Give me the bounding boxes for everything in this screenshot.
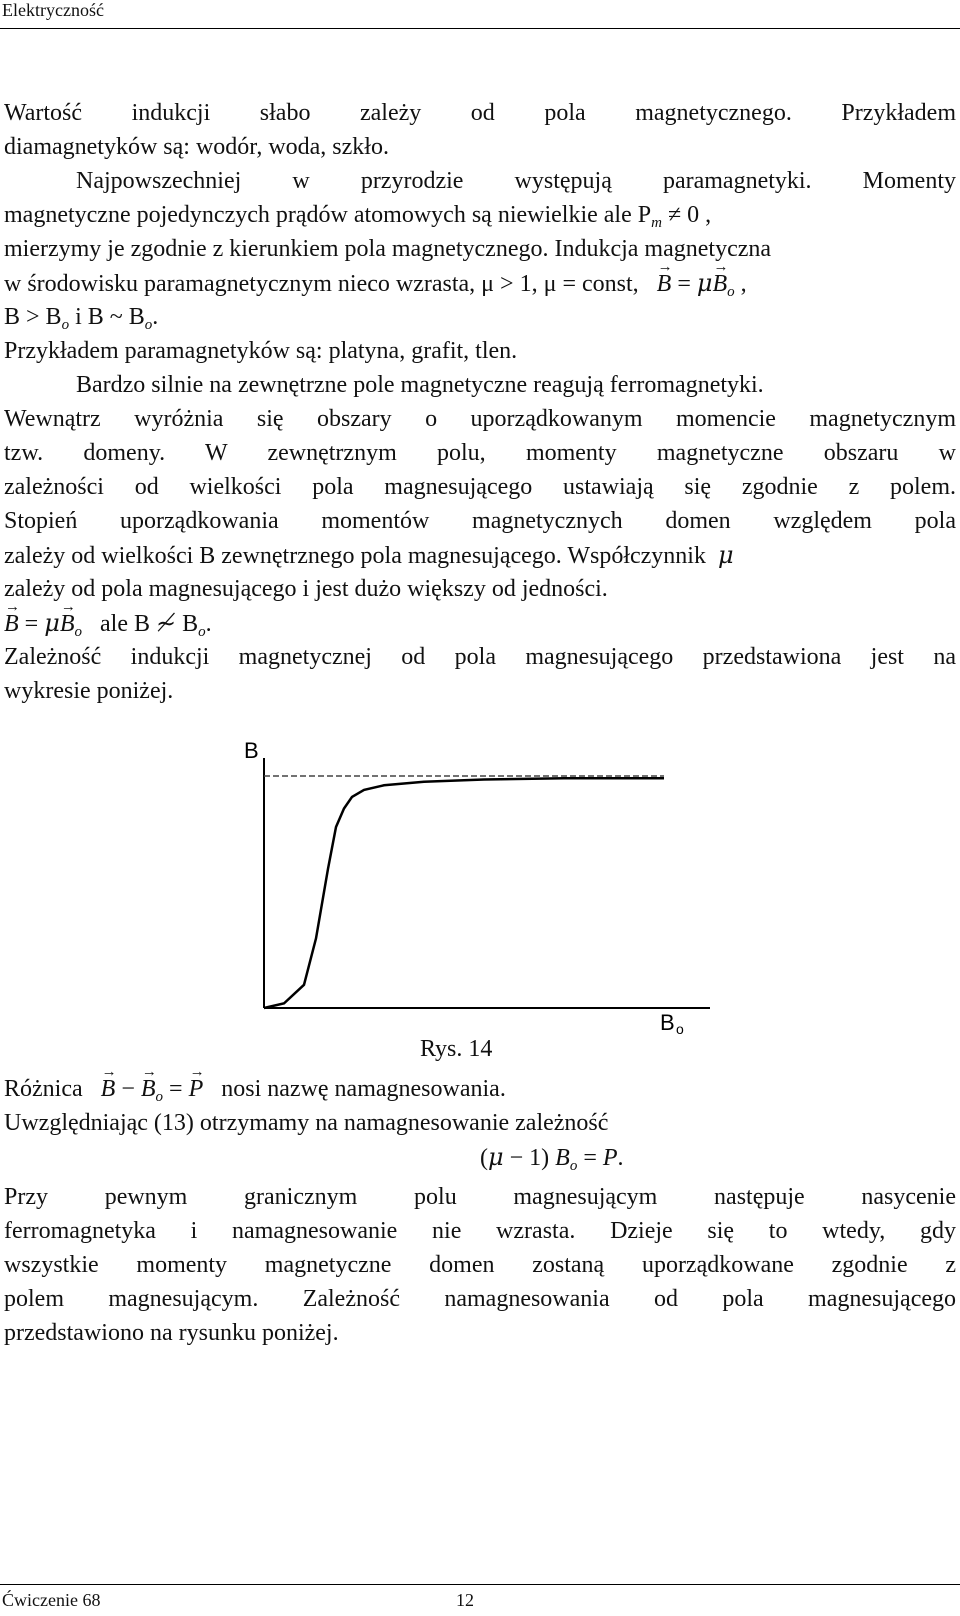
comma: , [740, 271, 747, 297]
text-line: Bardzo silnie na zewnętrzne pole magnetyczne reagują ferromagnetyki. [76, 372, 764, 398]
subscript: o [727, 284, 735, 300]
text-segment: nosi nazwę namagnesowania. [221, 1076, 506, 1102]
text-line: diamagnetyków są: wodór, woda, szkło. [4, 134, 389, 160]
mu-symbol: μ [717, 541, 734, 569]
vector-Bo: → B [60, 607, 75, 641]
subscript: o [61, 317, 70, 333]
text-line [4, 198, 956, 232]
text-line: wszystkie momenty magnetyczne domen zostaną uporządkowane zgodnie z [4, 1252, 956, 1278]
document-body [4, 96, 956, 708]
magnetization-curve [264, 778, 664, 1008]
text-line: Zależność indukcji magnetycznej od pola magnesującego przedstawiona jest na [4, 644, 956, 670]
text-line: Stopień uporządkowania momentów magnetycznych domen względem pola [4, 508, 956, 534]
text-line [4, 266, 956, 300]
text-line: mierzymy je zgodnie z kierunkiem pola magnetycznego. Indukcja magnetyczna [4, 236, 772, 262]
y-axis-label: B [244, 738, 259, 763]
text-line: Najpowszechniej w przyrodzie występują paramagnetyki. Momenty [76, 168, 956, 194]
text-line: zależności od wielkości pola magnesującego ustawiają się zgodnie z polem. [4, 474, 956, 500]
text-segment: Różnica [4, 1076, 83, 1102]
text-line [4, 538, 956, 572]
footer-exercise: Ćwiczenie 68 [2, 1590, 101, 1610]
subscript: m [651, 215, 662, 231]
figure-svg [240, 738, 720, 1038]
subscript: o [198, 624, 206, 640]
document-body-2 [4, 1072, 956, 1350]
x-axis-label-sub: o [676, 1021, 684, 1037]
period: . [617, 1145, 624, 1171]
figure-caption: Rys. 14 [420, 1036, 493, 1062]
mu-symbol: μ [44, 609, 60, 637]
text-segment: B > B [4, 304, 62, 330]
mu-symbol: μ [696, 269, 713, 297]
subscript: o [155, 1089, 164, 1105]
vector-B: → B [657, 267, 672, 301]
vector-Bo: → B [141, 1072, 156, 1106]
text-line: Uwzględniając (13) otrzymamy na namagnesowanie zależność [4, 1110, 609, 1136]
mu-symbol: μ [488, 1143, 504, 1171]
vector-B: → B [4, 607, 19, 641]
subscript: o [144, 317, 153, 333]
text-line [4, 1072, 956, 1106]
minus-sign: − [121, 1076, 135, 1102]
text-segment: . [205, 611, 212, 637]
vector-Bo: → B [712, 267, 727, 301]
paren-open: ( [480, 1145, 488, 1171]
text-line: Wartość indukcji słabo zależy od pola magnetycznego. Przykładem [4, 100, 956, 126]
text-segment: zależy od wielkości B zewnętrznego pola magnesującego. Współczynnik [4, 543, 706, 569]
page-header: Elektryczność [2, 0, 104, 20]
text-line: przedstawiono na rysunku poniżej. [4, 1320, 339, 1346]
text-segment: ale B ≁ B [100, 611, 199, 637]
symbol-Bo: B [555, 1145, 570, 1171]
equals-sign: = [24, 611, 39, 637]
text-line: tzw. domeny. W zewnętrznym polu, momenty magnetyczne obszaru w [4, 440, 956, 466]
text-line: Przykładem paramagnetyków są: platyna, grafit, tlen. [4, 338, 518, 364]
text-line: polem magnesującym. Zależność namagnesowania od pola magnesującego [4, 1286, 956, 1312]
formula-line [4, 1140, 956, 1174]
equals-sign: = [583, 1145, 597, 1171]
symbol-P: P [602, 1145, 618, 1171]
vector-P: → P [189, 1072, 204, 1106]
page-number: 12 [456, 1590, 474, 1610]
paren-close: ) [541, 1145, 550, 1171]
text-line [4, 300, 956, 334]
text-line [4, 606, 956, 640]
text-segment: i B ~ B [69, 304, 145, 330]
magnetization-figure [240, 738, 720, 1038]
vector-B: → B [101, 1072, 116, 1106]
equals-sign: = [169, 1076, 183, 1102]
minus-one: − 1 [509, 1145, 542, 1171]
text-line: ferromagnetyka i namagnesowanie nie wzrasta. Dzieje się to wtedy, gdy [4, 1218, 956, 1244]
text-line: Wewnątrz wyróżnia się obszary o uporządkowanym momencie magnetycznym [4, 406, 956, 432]
text-line: Przy pewnym granicznym polu magnesującym następuje nasycenie [4, 1184, 956, 1210]
text-segment: ≠ 0 , [661, 202, 712, 228]
text-line: zależy od pola magnesującego i jest dużo większy od jedności. [4, 576, 608, 602]
subscript: o [569, 1158, 578, 1174]
subscript: o [74, 624, 82, 640]
text-line: wykresie poniżej. [4, 678, 174, 704]
footer-rule [0, 1584, 960, 1585]
x-axis-label: B [660, 1010, 675, 1035]
header-rule [0, 28, 960, 29]
text-segment: magnetyczne pojedynczych prądów atomowych są niewielkie ale P [4, 202, 652, 228]
equals-sign: = [677, 271, 691, 297]
text-segment: . [152, 304, 159, 330]
text-segment: w środowisku paramagnetycznym nieco wzrasta, μ > 1, μ = const, [4, 271, 639, 297]
